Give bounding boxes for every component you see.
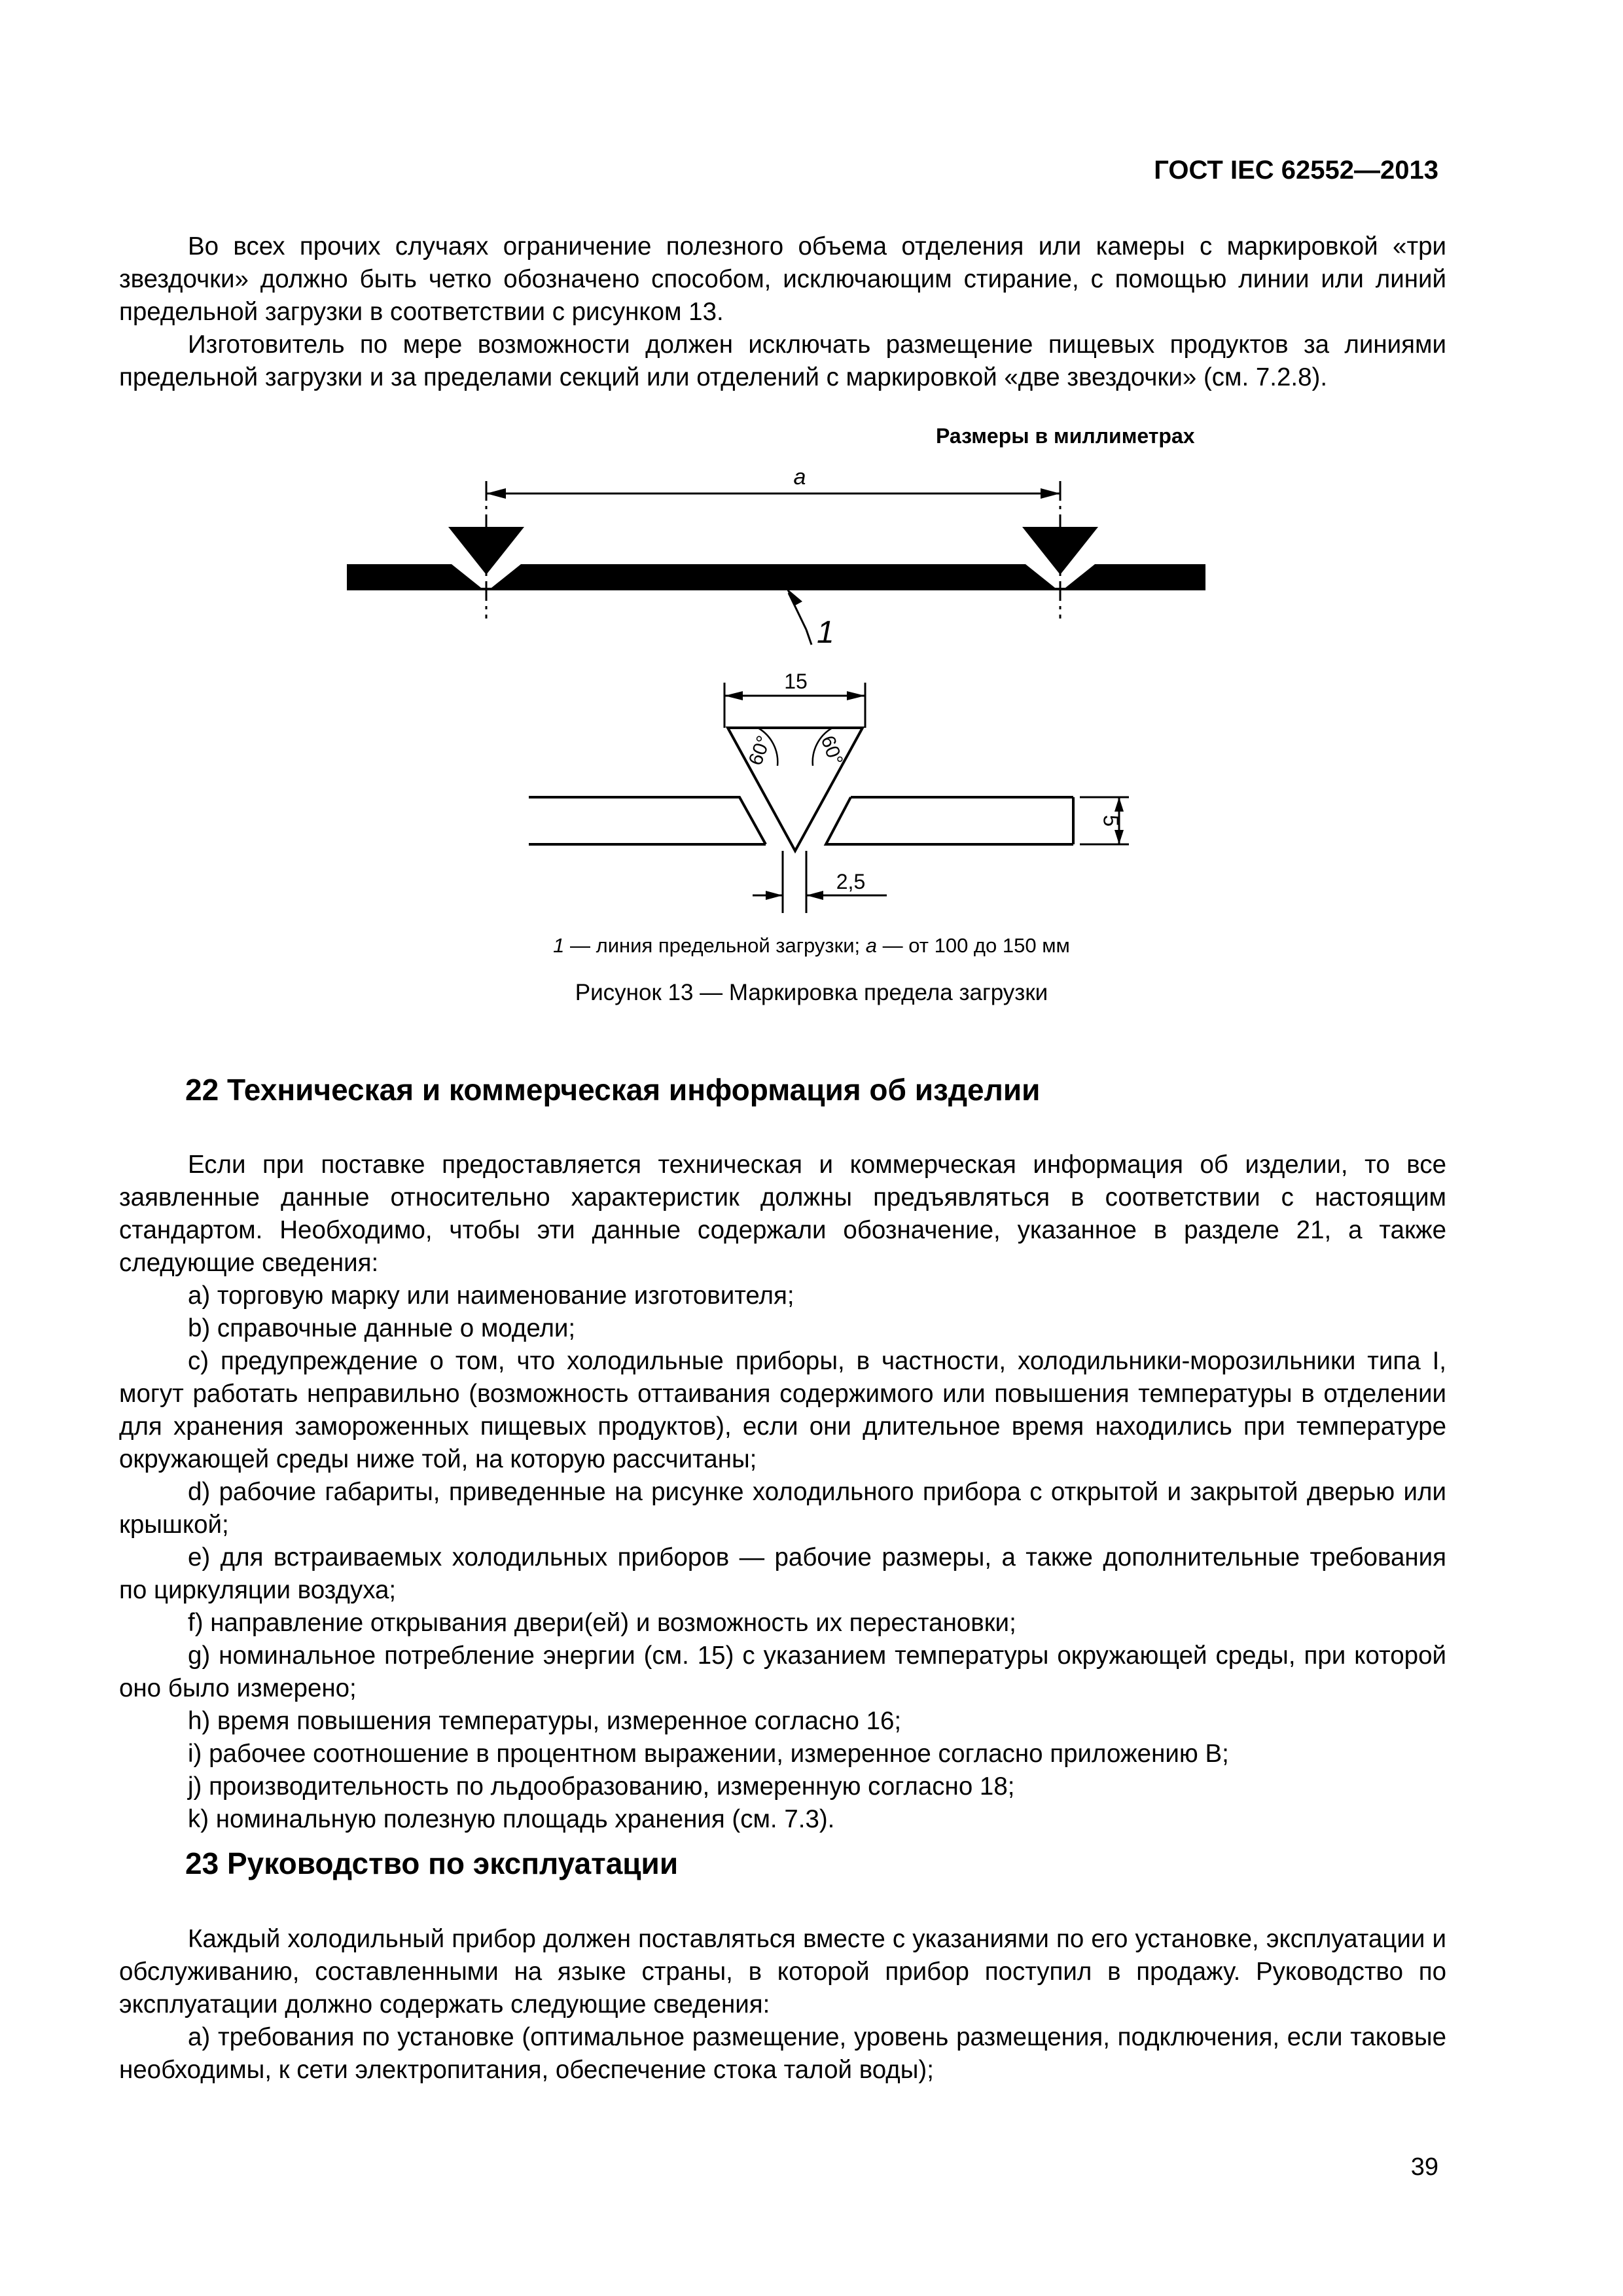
angle-left-label: 60° (744, 732, 776, 768)
intro-paragraph: Изготовитель по мере возможности должен исключать размещение пищевых продуктов за линиями предельной загрузки и за пределами секций или отделений с маркировкой «две звездочки» (см. 7.2.8). (119, 331, 1446, 391)
list-item: a) требования по установке (оптимальное размещение, уровень размещения, подключения, если таковые необходимы, к сети электропитания, обеспечение стока талой воды); (119, 2023, 1446, 2084)
callout-1-label: 1 (817, 615, 834, 650)
section-22-body (119, 1149, 1446, 1836)
list-item: f) направление открывания двери(ей) и возможность их перестановки; (188, 1609, 1016, 1637)
section-22-heading: 22 Техническая и коммерческая информация об изделии (185, 1073, 1041, 1107)
list-item: e) для встраиваемых холодильных приборов — рабочие размеры, а также дополнительные требования по циркуляции воздуха; (119, 1543, 1446, 1604)
list-item: i) рабочее соотношение в процентном выражении, измеренное согласно приложению В; (188, 1740, 1229, 1768)
page-number: 39 (1410, 2153, 1438, 2181)
page-header: ГОСТ IEC 62552—2013 (1154, 156, 1438, 185)
list-item: h) время повышения температуры, измеренное согласно 16; (188, 1707, 902, 1735)
figure-13-drawing (0, 0, 1623, 929)
list-item: a) торговую марку или наименование изготовителя; (188, 1282, 794, 1310)
section-23-intro: Каждый холодильный прибор должен поставляться вместе с указаниями по его установке, эксплуатации и обслуживанию, составленными на языке страны, в которой прибор поступил в продажу. Руководство по эксплуатации должно содержать следующие сведения: (119, 1925, 1446, 2018)
list-item: g) номинальное потребление энергии (см. 15) с указанием температуры окружающей среды, при которой оно было измерено; (119, 1641, 1446, 1702)
dimension-15-label: 15 (784, 670, 808, 693)
list-item: k) номинальную полезную площадь хранения (см. 7.3). (188, 1805, 835, 1833)
list-item: c) предупреждение о том, что холодильные приборы, в частности, холодильники-морозильники типа I, могут работать неправильно (возможность оттаивания содержимого или повышения температуры в отделении для хранения замороженных пищевых продуктов), если они длительное время находились при температуре окружающей среды ниже той, на которую рассчитаны; (119, 1347, 1446, 1473)
list-item: b) справочные данные о модели; (188, 1314, 576, 1342)
dimension-25-label: 2,5 (836, 870, 866, 893)
dimension-a-label: а (793, 465, 806, 490)
figure-caption: Рисунок 13 — Маркировка предела загрузки (575, 980, 1048, 1005)
figure-legend (0, 934, 1623, 958)
section-23-body (119, 1923, 1446, 2087)
intro-paragraph: Во всех прочих случаях ограничение полезного объема отделения или камеры с маркировкой «три звездочки» должно быть четко обозначено способом, исключающим стирание, с помощью линии или линий предельной загрузки в соответствии с рисунком 13. (119, 232, 1446, 326)
legend-text-1: — линия предельной загрузки; (564, 934, 866, 957)
legend-number: 1 (553, 934, 565, 957)
section-22-intro: Если при поставке предоставляется техническая и коммерческая информация об изделии, то все заявленные данные относительно характеристик должны предъявляться в соответствии с настоящим стандартом. Необходимо, чтобы эти данные содержали обозначение, указанное в разделе 21, а также следующие сведения: (119, 1151, 1446, 1277)
list-item: d) рабочие габариты, приведенные на рисунке холодильного прибора с открытой и закрытой дверью или крышкой; (119, 1478, 1446, 1539)
section-23-heading: 23 Руководство по эксплуатации (185, 1846, 679, 1880)
legend-text-2: — от 100 до 150 мм (877, 934, 1070, 957)
angle-right-label: 60° (816, 732, 847, 768)
list-item: j) производительность по льдообразованию, измеренную согласно 18; (188, 1772, 1015, 1801)
legend-a: а (865, 934, 877, 957)
figure-units-note: Размеры в миллиметрах (936, 424, 1195, 448)
dimension-5-label: 5 (1099, 815, 1123, 827)
